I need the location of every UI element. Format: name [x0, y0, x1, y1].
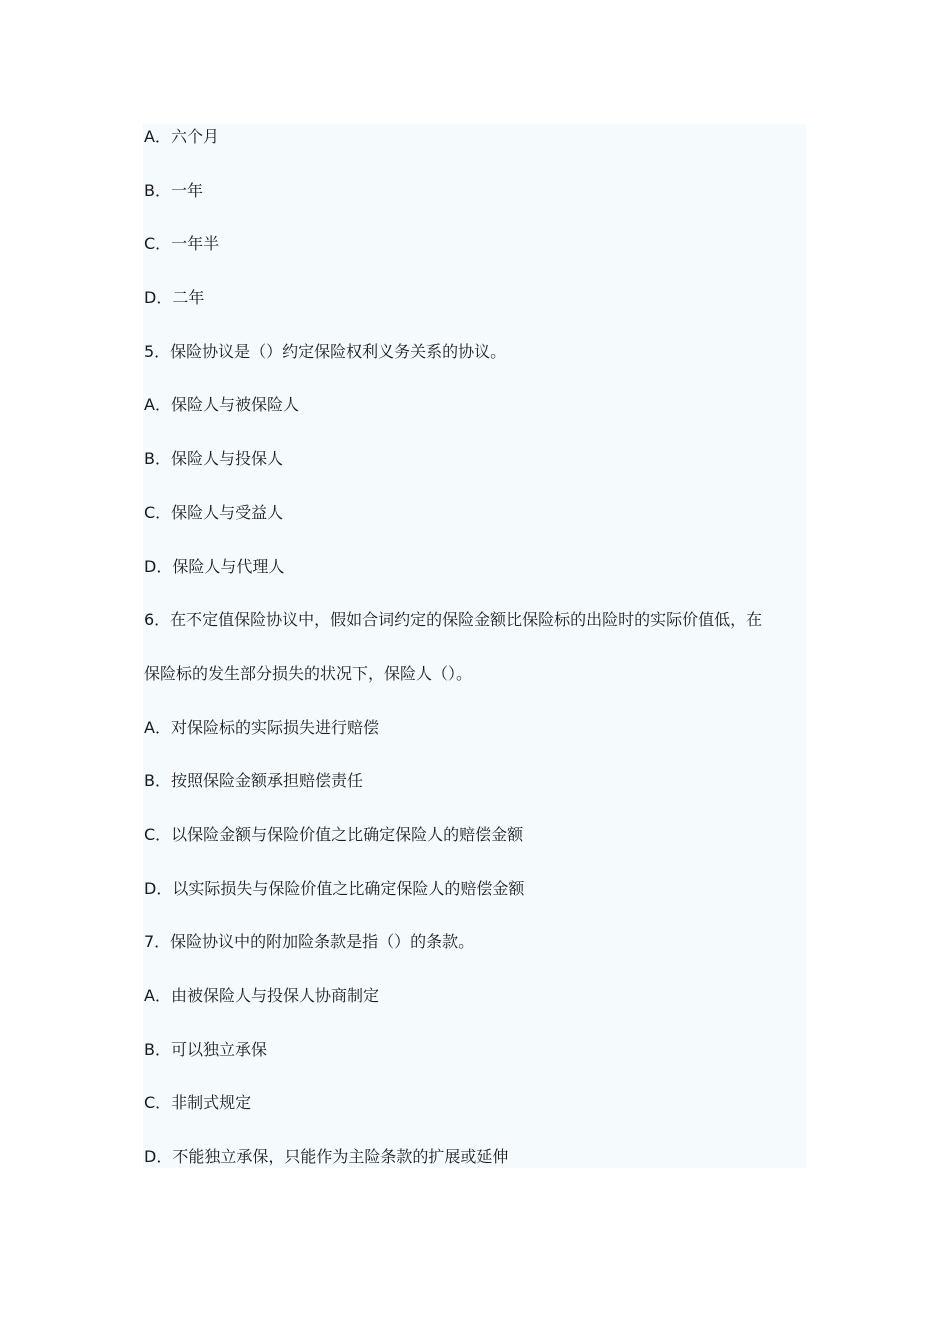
- question-6-option-d: D．以实际损失与保险价值之比确定保险人的赔偿金额: [144, 878, 525, 898]
- option-b-one-year: B．一年: [144, 180, 203, 200]
- question-6-line-1: 6．在不定值保险协议中，假如合词约定的保险金额比保险标的出险时的实际价值低，在: [144, 610, 763, 630]
- question-7-option-b: B．可以独立承保: [144, 1039, 267, 1059]
- question-7-option-a: A．由被保险人与投保人协商制定: [144, 986, 379, 1005]
- option-c-one-and-half-years: C．一年半: [144, 234, 220, 254]
- question-6-option-b: B．按照保险金额承担赔偿责任: [144, 771, 363, 791]
- question-7: 7．保险协议中的附加险条款是指（）的条款。: [144, 932, 475, 952]
- question-6-line-2: 保险标的发生部分损失的状况下，保险人（）。: [144, 663, 473, 683]
- question-5-option-c: C．保险人与受益人: [144, 502, 284, 522]
- question-7-option-d: D．不能独立承保，只能作为主险条款的扩展或延伸: [144, 1147, 509, 1167]
- option-d-two-years: D．二年: [144, 288, 205, 308]
- document-text-lines: [144, 110, 804, 1184]
- question-6-option-c: C．以保险金额与保险价值之比确定保险人的赔偿金额: [144, 824, 524, 844]
- question-6-option-a: A．对保险标的实际损失进行赔偿: [144, 717, 379, 737]
- option-a-six-months: A．六个月: [144, 127, 219, 146]
- question-5-option-d: D．保险人与代理人: [144, 556, 285, 576]
- question-7-option-c: C．非制式规定: [144, 1093, 252, 1113]
- question-5-option-b: B．保险人与投保人: [144, 449, 283, 469]
- question-5: 5．保险协议是（）约定保险权利义务关系的协议。: [144, 341, 507, 361]
- question-5-option-a: A．保险人与被保险人: [144, 395, 299, 415]
